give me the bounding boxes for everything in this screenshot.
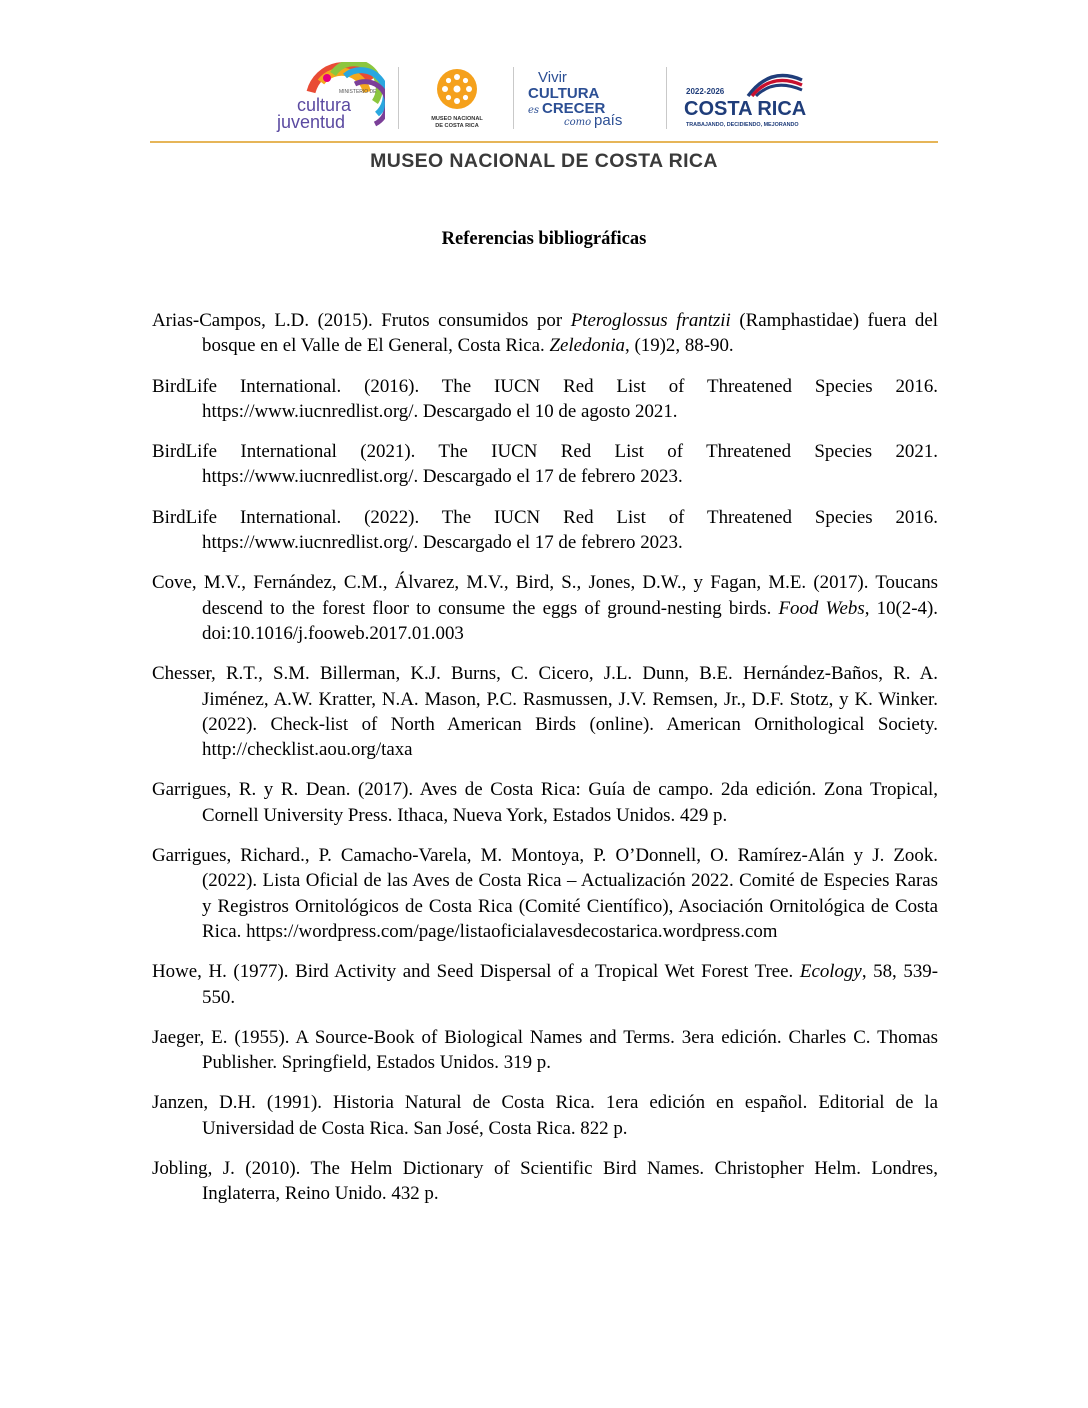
logo-es-word: es <box>528 105 540 116</box>
reference-entry <box>152 843 938 944</box>
reference-entry <box>152 439 938 490</box>
logo-crecer-word: CRECER <box>542 100 606 117</box>
reference-entry <box>152 777 938 828</box>
reference-list <box>152 308 938 1207</box>
logo-separator <box>666 67 667 129</box>
logo-cultura-text: cultura <box>297 95 352 115</box>
museo-nacional-logo <box>412 62 502 140</box>
header-divider <box>150 141 938 143</box>
reference-text: , 10(2-4). doi:10.1016/j.fooweb.2017.01.003 <box>202 597 938 644</box>
ministerio-cultura-juventud-logo <box>275 62 385 140</box>
reference-entry <box>152 374 938 425</box>
reference-entry <box>152 1156 938 1207</box>
reference-text: Cove, M.V., Fernández, C.M., Álvarez, M.V., Bird, S., Jones, D.W., y Fagan, M.E. (2017). Toucans descend to the forest floor to consume the eggs of ground-nesting birds. <box>152 572 938 619</box>
logo-slogan-text: TRABAJANDO, DECIDIENDO, MEJORANDO <box>686 122 799 128</box>
reference-entry <box>152 308 938 359</box>
reference-text: BirdLife International. (2016). The IUCN Red List of Threatened Species 2016. https://www.iucnredlist.org/. Descargado el 10 de agosto 2021. <box>152 375 938 422</box>
reference-text: Howe, H. (1977). Bird Activity and Seed Dispersal of a Tropical Wet Forest Tree. <box>152 961 800 983</box>
costa-rica-gobierno-logo <box>678 62 818 140</box>
reference-italic-text: Zeledonia <box>549 335 626 357</box>
page-header <box>150 62 938 140</box>
reference-entry <box>152 1025 938 1076</box>
reference-entry <box>152 570 938 646</box>
logo-costa-rica-text: COSTA RICA <box>684 98 807 120</box>
logo-museo-line2: DE COSTA RICA <box>435 123 479 129</box>
reference-italic-text: Ecology <box>799 961 862 983</box>
reference-text: BirdLife International (2021). The IUCN Red List of Threatened Species 2021. https://www.iucnredlist.org/. Descargado el 17 de febrero 2023. <box>152 441 938 488</box>
reference-text: Chesser, R.T., S.M. Billerman, K.J. Burns, C. Cicero, J.L. Dunn, B.E. Hernández-Baños, R. A. Jiménez, A.W. Kratter, N.A. Mason, P.C. Rasmussen, J.V. Remsen, Jr., D.F. Stotz, y K. Winker. (2022). Check-list of North American Birds (online). American Ornithological Society. http://checklist.aou.org/taxa <box>152 663 938 761</box>
reference-entry <box>152 661 938 762</box>
logo-museo-line1: MUSEO NACIONAL <box>431 116 483 122</box>
logo-separator <box>513 67 514 129</box>
vivir-cultura-logo <box>522 62 652 140</box>
logo-como-word: como <box>564 117 592 128</box>
reference-italic-text: Food Webs <box>778 597 865 619</box>
reference-text: (Ramphastidae) fuera del bosque en el Valle de El General, Costa Rica. <box>202 310 939 357</box>
museum-title: MUSEO NACIONAL DE COSTA RICA <box>370 150 718 172</box>
reference-entry <box>152 1090 938 1141</box>
logo-juventud-text: juventud <box>277 112 346 132</box>
reference-italic-text: Pteroglossus frantzii <box>570 310 731 331</box>
reference-text: Jobling, J. (2010). The Helm Dictionary of Scientific Bird Names. Christopher Helm. Londres, Inglaterra, Reino Unido. 432 p. <box>152 1158 938 1205</box>
reference-entry <box>152 505 938 556</box>
reference-text: Jaeger, E. (1955). A Source-Book of Biological Names and Terms. 3era edición. Charles C. Thomas Publisher. Springfield, Estados Unidos. 319 p. <box>152 1026 938 1074</box>
page-title: Referencias bibliográficas <box>441 229 647 249</box>
reference-text: Garrigues, Richard., P. Camacho-Varela, M. Montoya, P. O’Donnell, O. Ramírez-Alán y J. Zook. (2022). Lista Oficial de las Aves de Costa Rica – Actualización 2022. Comité de Especies Raras y Registros Ornitológicos de Costa Rica (Comité Científico), Asociación Ornitológica de Costa Rica. https://wordpress.com/page/listaoficialavesdecostarica.wordpress.com <box>152 845 938 942</box>
logo-pais-word: país <box>594 112 623 129</box>
reference-text: Janzen, D.H. (1991). Historia Natural de Costa Rica. 1era edición en español. Editorial de la Universidad de Costa Rica. San José, Costa Rica. 822 p. <box>152 1092 938 1139</box>
logo-vivir-text: Vivir <box>538 69 567 86</box>
reference-text: , 58, 539-550. <box>202 961 938 1008</box>
logo-separator <box>398 67 399 129</box>
logo-ministerio-small-text: MINISTERIO DE <box>339 89 377 95</box>
reference-text: Garrigues, R. y R. Dean. (2017). Aves de Costa Rica: Guía de campo. 2da edición. Zona Tropical, Cornell University Press. Ithaca, Nueva York, Estados Unidos. 429 p. <box>152 779 938 826</box>
logo-period-text: 2022-2026 <box>686 87 725 96</box>
reference-text: , (19)2, 88-90. <box>625 335 734 357</box>
reference-text: BirdLife International. (2022). The IUCN Red List of Threatened Species 2016. https://www.iucnredlist.org/. Descargado el 17 de febrero 2023. <box>152 506 938 554</box>
reference-text: Arias-Campos, L.D. (2015). Frutos consumidos por <box>152 310 571 331</box>
reference-entry <box>152 959 938 1010</box>
logo-cultura-word: CULTURA <box>528 85 600 102</box>
